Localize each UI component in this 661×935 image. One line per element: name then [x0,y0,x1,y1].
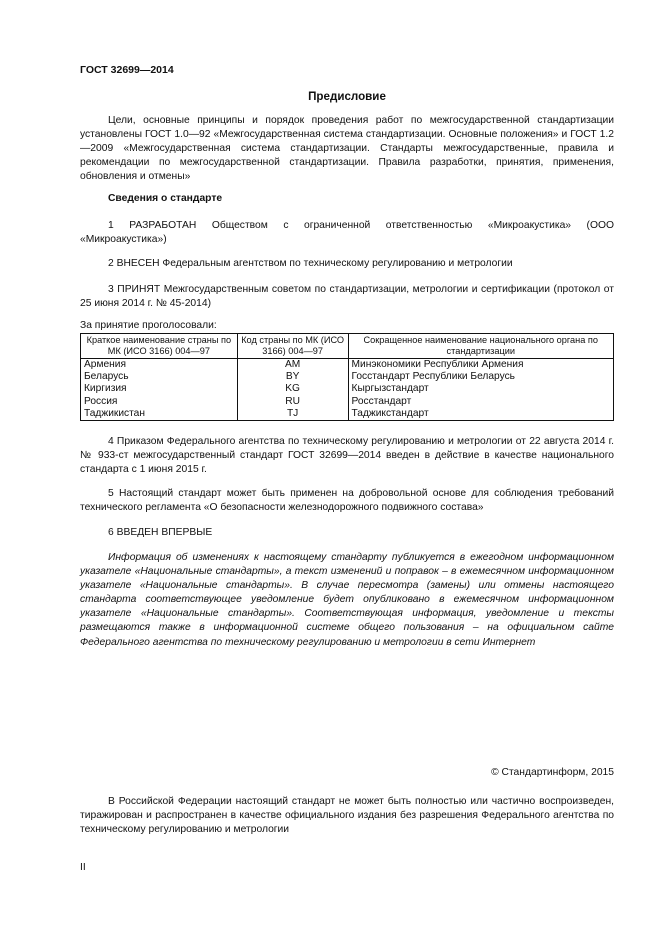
national-body: Госстандарт Республики Беларусь [348,371,613,383]
country-name: Таджикистан [81,408,238,421]
item-first-introduced: 6 ВВЕДЕН ВПЕРВЫЕ [108,527,213,538]
page-number: II [80,862,86,873]
vote-table [80,333,614,421]
country-code: TJ [237,408,348,421]
column-header-code: Код страны по МК (ИСО 3166) 004—97 [237,334,348,359]
national-body: Минэкономики Республики Армения [348,359,613,372]
table-row [81,396,614,408]
country-code: AM [237,359,348,372]
country-name: Киргизия [81,383,238,395]
reproduction-notice: В Российской Федерации настоящий стандарт не может быть полностью или частично воспроизведен, тиражирован и распространен в качестве официального издания без разрешения Федерального агентства по техническому регулированию и метрологии [80,796,614,836]
country-code: BY [237,371,348,383]
country-name: Армения [81,359,238,372]
country-name: Беларусь [81,371,238,383]
copyright: © Стандартинформ, 2015 [491,767,614,778]
info-heading: Сведения о стандарте [108,193,223,204]
column-header-country: Краткое наименование страны по МК (ИСО 3166) 004—97 [81,334,238,359]
intro-paragraph: Цели, основные принципы и порядок проведения работ по межгосударственной стандартизации установлены ГОСТ 1.0—92 «Межгосударственная система стандартизации. Основные положения» и ГОСТ 1.2—2009 «Межгосударственная система стандартизации. Стандарты межгосударственные, правила и рекомендации по межгосударственной стандартизации. Правила разработки, принятия, применения, обновления и отмены» [80,115,614,183]
changes-note: Информация об изменениях к настоящему стандарту публикуется в ежегодном информационном указателе «Национальные стандарты», а текст изменений и поправок – в ежемесячном информационном указателе «Национальные стандарты». В случае пересмотра (замены) или отмены настоящего стандарта соответствующее уведомление будет опубликовано в ежемесячном информационном указателе «Национальные стандарты». Соответствующая информация, уведомление и тексты размещаются также в информационной системе общего пользования – на официальном сайте Федерального агентства по техническому регулированию и метрологии в сети Интернет [80,552,614,648]
item-enacted: 4 Приказом Федерального агентства по техническому регулированию и метрологии от 22 августа 2014 г. № 933-ст межгосударственный стандарт ГОСТ 32699—2014 введен в действие в качестве национального стандарта с 1 июня 2015 г. [80,436,614,476]
country-name: Россия [81,396,238,408]
item-submitted: 2 ВНЕСЕН Федеральным агентством по техническому регулированию и метрологии [108,258,513,269]
column-header-body: Сокращенное наименование национального органа по стандартизации [348,334,613,359]
vote-caption: За принятие проголосовали: [80,320,217,331]
country-code: RU [237,396,348,408]
standard-code: ГОСТ 32699—2014 [80,64,174,76]
item-adopted: 3 ПРИНЯТ Межгосударственным советом по стандартизации, метрологии и сертификации (протокол от 25 июня 2014 г. № 45-2014) [80,284,614,310]
national-body: Росстандарт [348,396,613,408]
national-body: Таджикстандарт [348,408,613,421]
country-code: KG [237,383,348,395]
item-developed: 1 РАЗРАБОТАН Обществом с ограниченной ответственностью «Микроакустика» (ООО «Микроакустика») [80,220,614,246]
table-row [81,408,614,421]
table-row [81,359,614,372]
page-title: Предисловие [308,90,386,103]
table-row [81,371,614,383]
item-voluntary: 5 Настоящий стандарт может быть применен на добровольной основе для соблюдения требований технического регламента «О безопасности железнодорожного подвижного состава» [80,488,614,514]
national-body: Кыргызстандарт [348,383,613,395]
vote-table-header [81,334,614,359]
table-row [81,383,614,395]
